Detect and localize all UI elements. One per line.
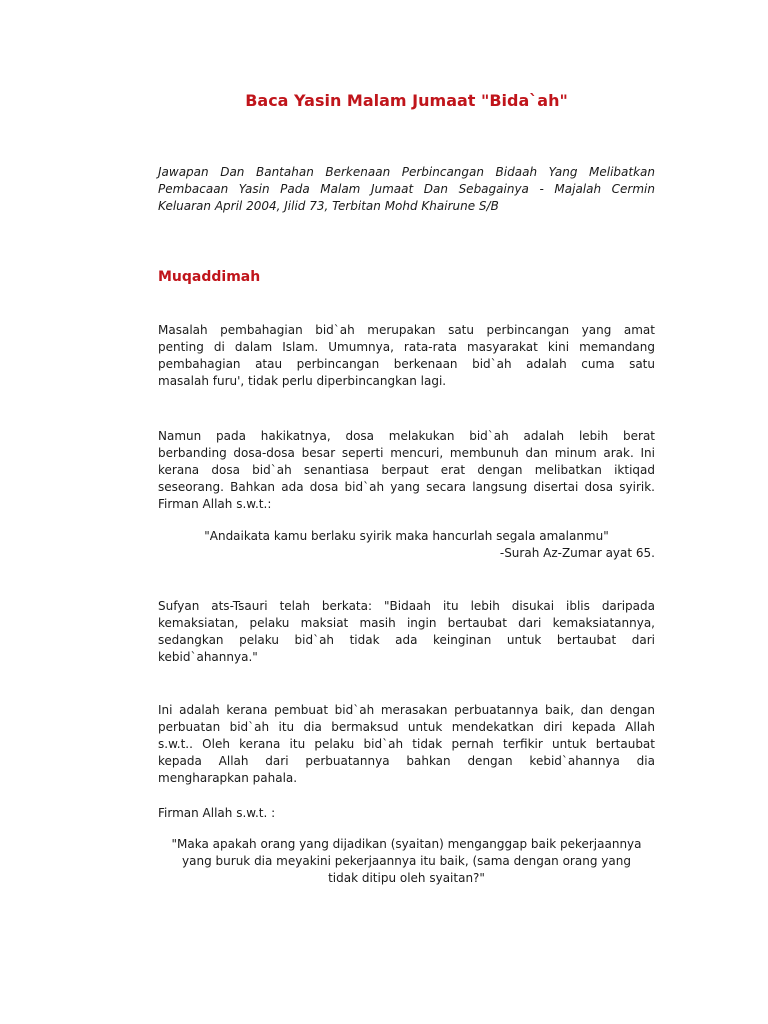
paragraph-line: Namun pada hakikatnya, dosa melakukan bid`ah adalah lebih berat (158, 429, 655, 443)
quran-quote (158, 528, 655, 562)
paragraph (158, 322, 655, 390)
intro-line: Pembacaan Yasin Pada Malam Jumaat Dan Sebagainya - Majalah Cermin (158, 182, 655, 196)
paragraph-line: kemaksiatan, pelaku maksiat masih ingin bertaubat dari kemaksiatannya, (158, 616, 655, 630)
paragraph-line: Firman Allah s.w.t.: (158, 497, 272, 511)
quote-line: "Maka apakah orang yang dijadikan (syaitan) menganggap baik pekerjaannya (171, 837, 642, 851)
quote-line: yang buruk dia meyakini pekerjaannya itu baik, (sama dengan orang yang (182, 854, 631, 868)
paragraph-line: kepada Allah dari perbuatannya bahkan dengan kebid`ahannya dia (158, 754, 655, 768)
section-heading: Muqaddimah (158, 269, 261, 285)
paragraph (158, 702, 655, 787)
quote-line: "Andaikata kamu berlaku syirik maka hancurlah segala amalanmu" (204, 529, 609, 543)
intro-line: Jawapan Dan Bantahan Berkenaan Perbincangan Bidaah Yang Melibatkan (158, 165, 655, 179)
paragraph (158, 598, 655, 666)
paragraph-line: kerana dosa bid`ah senantiasa berpaut erat dengan melibatkan iktiqad (158, 463, 655, 477)
paragraph (158, 428, 655, 513)
paragraph-line: masalah furu', tidak perlu diperbincangkan lagi. (158, 374, 447, 388)
paragraph-line: Masalah pembahagian bid`ah merupakan satu perbincangan yang amat (158, 323, 655, 337)
paragraph-line: kebid`ahannya." (158, 650, 258, 664)
paragraph-line: berbanding dosa-dosa besar seperti mencuri, membunuh dan minum arak. Ini (158, 446, 655, 460)
paragraph-line: mengharapkan pahala. (158, 771, 298, 785)
quote-line: tidak ditipu oleh syaitan?" (328, 871, 485, 885)
paragraph-line: perbuatan bid`ah itu dia bermaksud untuk mendekatkan diri kepada Allah (158, 720, 655, 734)
paragraph-line: seseorang. Bahkan ada dosa bid`ah yang secara langsung disertai dosa syirik. (158, 480, 655, 494)
paragraph-line: Ini adalah kerana pembuat bid`ah merasakan perbuatannya baik, dan dengan (158, 703, 655, 717)
paragraph-line: sedangkan pelaku bid`ah tidak ada keinginan untuk bertaubat dari (158, 633, 655, 647)
quote-source: -Surah Az-Zumar ayat 65. (499, 546, 655, 560)
quran-quote (158, 836, 655, 887)
intro-line: Keluaran April 2004, Jilid 73, Terbitan Mohd Khairune S/B (158, 199, 499, 213)
paragraph-line: Sufyan ats-Tsauri telah berkata: "Bidaah itu lebih disukai iblis daripada (158, 599, 655, 613)
paragraph-line: s.w.t.. Oleh kerana itu pelaku bid`ah tidak pernah terfikir untuk bertaubat (158, 737, 655, 751)
firman-label: Firman Allah s.w.t. : (158, 806, 276, 820)
paragraph-line: penting di dalam Islam. Umumnya, rata-rata masyarakat kini memandang (158, 340, 655, 354)
document-title: Baca Yasin Malam Jumaat "Bida`ah" (245, 91, 568, 110)
paragraph-line: pembahagian atau perbincangan berkenaan bid`ah adalah cuma satu (158, 357, 655, 371)
intro-paragraph (158, 164, 655, 215)
